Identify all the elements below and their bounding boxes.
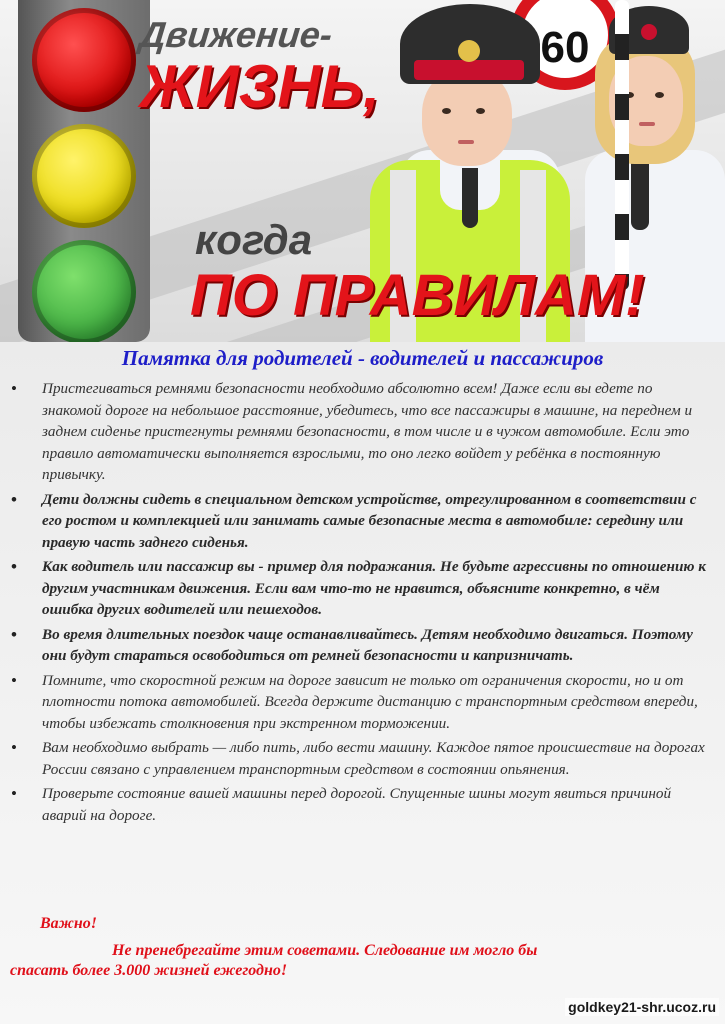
warning-line-1: Не пренебрегайте этим советами. Следование им могло бы: [112, 942, 538, 959]
bullet-icon: •: [11, 624, 17, 644]
speed-limit-value: 60: [540, 23, 590, 72]
tips-list: [0, 378, 725, 826]
slogan-line-4: ПО ПРАВИЛАМ!: [190, 263, 645, 328]
bullet-icon: •: [11, 379, 17, 398]
bullet-icon: •: [11, 738, 17, 757]
yellow-light: [32, 124, 136, 228]
slogan-line-3: когда: [195, 216, 313, 263]
list-item: [0, 783, 725, 826]
tip-text: Вам необходимо выбрать — либо пить, либо вести машину. Каждое пятое происшествие на дорогах России связано с управлением транспортным средством в состоянии опьянения.: [42, 739, 705, 778]
baton-icon: [615, 0, 629, 290]
memo-title: Памятка для родителей - водителей и пассажиров: [121, 346, 604, 370]
tip-text: Во время длительных поездок чаще останавливайтесь. Детям необходимо двигаться. Поэтому они будут стараться освободиться от ремней безопасности и капризничать.: [42, 625, 693, 664]
tip-text: Как водитель или пассажир вы - пример для подражания. Не будьте агрессивны по отношению к другим участникам движения. Если вам что-то не нравится, объясните конкретно, в чём ошибка других водителей или пешеходов.: [42, 558, 707, 618]
list-item: [0, 489, 725, 554]
memo-section: [0, 342, 725, 1024]
bullet-icon: •: [11, 489, 17, 509]
list-item: [0, 670, 725, 735]
important-label: Важно!: [40, 915, 98, 932]
slogan-line-1: Движение-: [137, 14, 335, 55]
tip-text: Помните, что скоростной режим на дороге зависит не только от ограничения скорости, но и от плотности потока автомобилей. Всегда держите дистанцию с транспортным средством впереди, чтобы избежать столкновения при экстренном торможении.: [42, 671, 698, 732]
tip-text: Дети должны сидеть в специальном детском устройстве, отрегулированном в соответствии с его ростом и комплекцией или занимать самые безопасные места в автомобиле: середину или правую часть заднего сиденья.: [42, 490, 697, 551]
red-light: [32, 8, 136, 112]
warning-line-2: спасать более 3.000 жизней ежегодно!: [10, 962, 288, 979]
list-item: [0, 737, 725, 780]
list-item: [0, 556, 725, 621]
traffic-light-icon: [18, 0, 150, 342]
site-watermark: goldkey21-shr.ucoz.ru: [565, 998, 719, 1016]
slogan-line-2: ЖИЗНЬ,: [140, 53, 380, 120]
poster-banner: [0, 0, 725, 342]
tip-text: Пристегиваться ремнями безопасности необходимо абсолютно всем! Даже если вы едете по знакомой дороге на небольшое расстояние, убедитесь, что все пассажиры в машине, на переднем и заднем сиденье пристегнуты ремнями безопасности, в том числе и в чужом автомобиле. Если это правило автоматически выполняется взрослыми, то оно легко войдет у ребёнка в постоянную привычку.: [42, 380, 693, 483]
list-item: [0, 624, 725, 667]
bullet-icon: •: [11, 670, 17, 690]
tip-text: Проверьте состояние вашей машины перед дорогой. Спущенные шины могут явиться причиной аварий на дороге.: [42, 785, 672, 824]
bullet-icon: •: [11, 557, 17, 576]
bullet-icon: •: [11, 784, 17, 803]
green-light: [32, 240, 136, 342]
list-item: [0, 378, 725, 486]
